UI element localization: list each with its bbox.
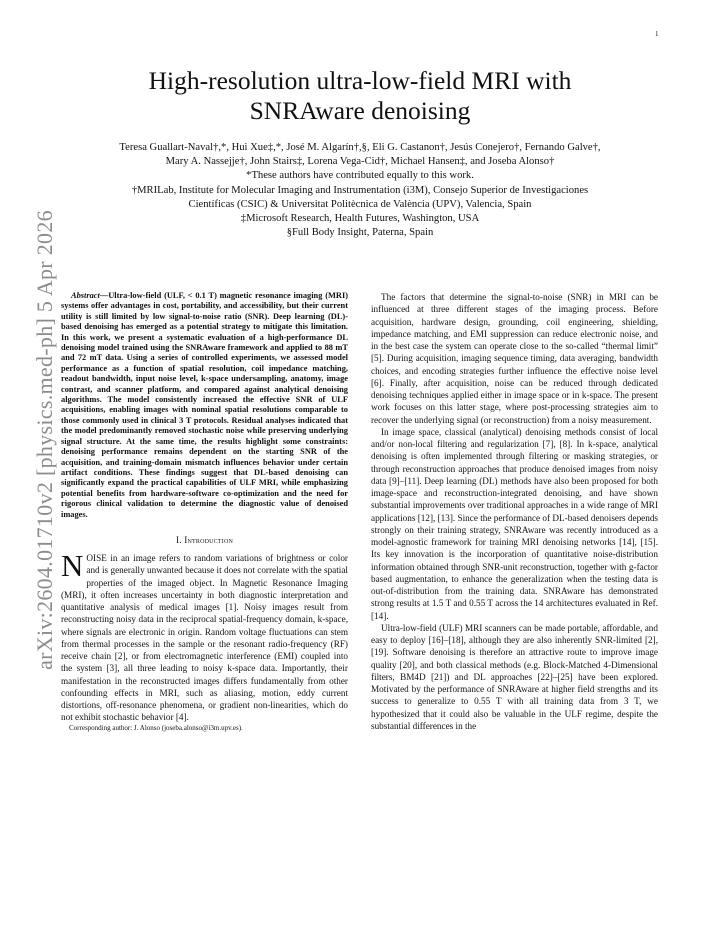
left-column — [61, 291, 348, 733]
intro-paragraph-1 — [61, 548, 348, 724]
author-block — [84, 141, 636, 240]
intro-paragraph-1-text: OISE in an image refers to random variations of brightness or color and is generally unwanted because it does not correlate with the spatial properties of the imaged object. In Magnetic Resonance Imaging (MRI), it often increases uncertainty in both diagnostic interpretation and quantitative analysis of medical images [1]. Noisy images result from reconstructing noisy data in the reciprocal spatial-frequency domain, k-space, where signals are electronic in origin. Random voltage fluctuations can stem from thermal processes in the sample or the resonant radio-frequency (RF) receive chain [2], or from electromagnetic interference (EMI) coupled into the system [3], all three leading to noisy k-space data. Importantly, their manifestation in the reconstructed images differs fundamentally from other confounding effects in MRI, such as aliasing, motion, eddy current distortions, off-resonance phenomena, or gradient non-linearities, which do not exhibit stochastic behavior [4]. — [61, 553, 348, 723]
authors-line-1: Teresa Guallart-Naval†,*, Hui Xue‡,*, José M. Algarín†,§, Eli G. Castanon†, Jesús Conejero†, Fernando Galve†, — [119, 142, 601, 153]
page-number: 1 — [655, 30, 659, 38]
right-paragraph-2: In image space, classical (analytical) denoising methods consist of local and/or non-local filtering and regularization [7], [8]. In k-space, analytical denoising is often implemented through filtering or masking strategies, or through reconstruction approaches that produce denoised images from noisy data [9]–[11]. Deep learning (DL) methods have also been proposed for both image-space and reconstruction-integrated denoising, and have shown substantial improvements over traditional approaches in a wide range of MRI applications [12], [13]. Since the performance of DL-based denoisers depends strongly on their training strategy, SNRAware was recently introduced as a model-agnostic framework for training MRI denoising networks [14], [15]. Its key innovation is the incorporation of quantitative noise-distribution information obtained through SNR-unit reconstruction, together with g-factor based augmentation, to enhance the generalization when the testing data is out-of-distribution from the training data. SNRAware has demonstrated strong results at 1.5 T and 0.55 T across the 14 architectures evaluated in Ref. [14]. — [371, 426, 659, 621]
authors-line-2: Mary A. Nassejje†, John Stairs‡, Lorena Vega-Cid†, Michael Hansen‡, and Joseba Alonso† — [165, 156, 555, 168]
abstract — [61, 291, 348, 520]
arxiv-identifier-text: arXiv:2604.01710v2 [physics.med-ph] 5 Apr 2026 — [32, 210, 57, 670]
affiliation-equal-contribution: *These authors have contributed equally to this work. — [246, 170, 474, 182]
right-paragraph-3: Ultra-low-field (ULF) MRI scanners can be made portable, affordable, and easy to deploy [16]–[18], although they are also inherently SNR-limited [2], [19]. Software denoising is therefore an attractive route to improve image quality [20], and both classical methods (e.g. Block-Matched 4-Dimensional filters, BM4D [21]) and DL approaches [22]–[25] have been explored. Motivated by the performance of SNRAware at higher field strengths and its success to generalize to 0.55 T with all training data from 3 T, we hypothesized that it could also be valuable in the ULF regime, despite the substantial differences in the — [371, 622, 658, 731]
section-heading-introduction: I. Introduction — [175, 534, 234, 545]
abstract-label: Abstract — [71, 291, 100, 300]
affiliation-full-body-insight: §Full Body Insight, Paterna, Spain — [286, 227, 434, 239]
corresponding-author-footnote: Corresponding author: J. Alonso (joseba.alonso@i3m.upv.es). — [69, 723, 243, 732]
intro-dropcap: N — [61, 548, 84, 584]
affiliation-microsoft: ‡Microsoft Research, Health Futures, Washington, USA — [240, 213, 480, 225]
right-column — [371, 291, 658, 732]
affiliation-mrilab: †MRILab, Institute for Molecular Imaging and Instrumentation (i3M), Consejo Superior de Investigaciones — [131, 184, 589, 196]
right-paragraph-1: The factors that determine the signal-to-noise (SNR) in MRI can be influenced at three different stages of the imaging process. Before acquisition, hardware design, grounding, coil engineering, shielding, impedance matching, and EMI suppression can reduce electronic noise, and in the best case the system can operate close to the so-called “thermal limit” [5]. During acquisition, imaging sequence timing, data averaging, bandwidth choices, and encoding strategies further influence the effective noise level [6]. Finally, after acquisition, noise can be reduced through dedicated denoising techniques applied either in image space or in k-space. The present work focuses on this latter stage, where post-processing strategies aim to recover the underlying signal (or reconstruction) from a noisy measurement. — [371, 292, 658, 425]
paper-title: High-resolution ultra-low-field MRI with SNRAware denoising — [148, 66, 572, 125]
abstract-text: —Ultra-low-field (ULF, < 0.1 T) magnetic resonance imaging (MRI) systems offer advantages in cost, portability, and accessibility, but their current utility is still limited by low signal-to-noise ratio (SNR). Deep learning (DL)-based denoising has emerged as a potential strategy to mitigate this limitation. In this work, we present a systematic evaluation of a high-performance DL denoising model trained using the SNRAware framework and applied to 88 mT and 72 mT data. Using a series of controlled experiments, we assessed model performance as a function of spatial resolution, coil impedance matching, readout bandwidth, input noise level, k-space undersampling, anatomy, image contrast, and scanner platform, and compared against analytical denoising algorithms. The model consistently increased the effective SNR of ULF acquisitions, enabling images with nominal spatial resolutions comparable to those commonly used in clinical 3 T protocols. Residual analyses indicated that the model predominantly removed stochastic noise while preserving underlying signal structure. At the same time, the results highlight some constraints: denoising performance remains dependent on the starting SNR of the acquisition, and training-domain mismatch influences behavior under certain artifact conditions. These findings suggest that DL-based denoising can significantly expand the practical capabilities of ULF MRI, while emphasizing potential benefits from hardware-software co-optimization and the need for rigorous clinical validation to determine the diagnostic value of denoised images. — [61, 291, 348, 519]
affiliation-mrilab-cont: Científicas (CSIC) & Universitat Politècnica de València (UPV), Valencia, Spain — [188, 198, 532, 210]
